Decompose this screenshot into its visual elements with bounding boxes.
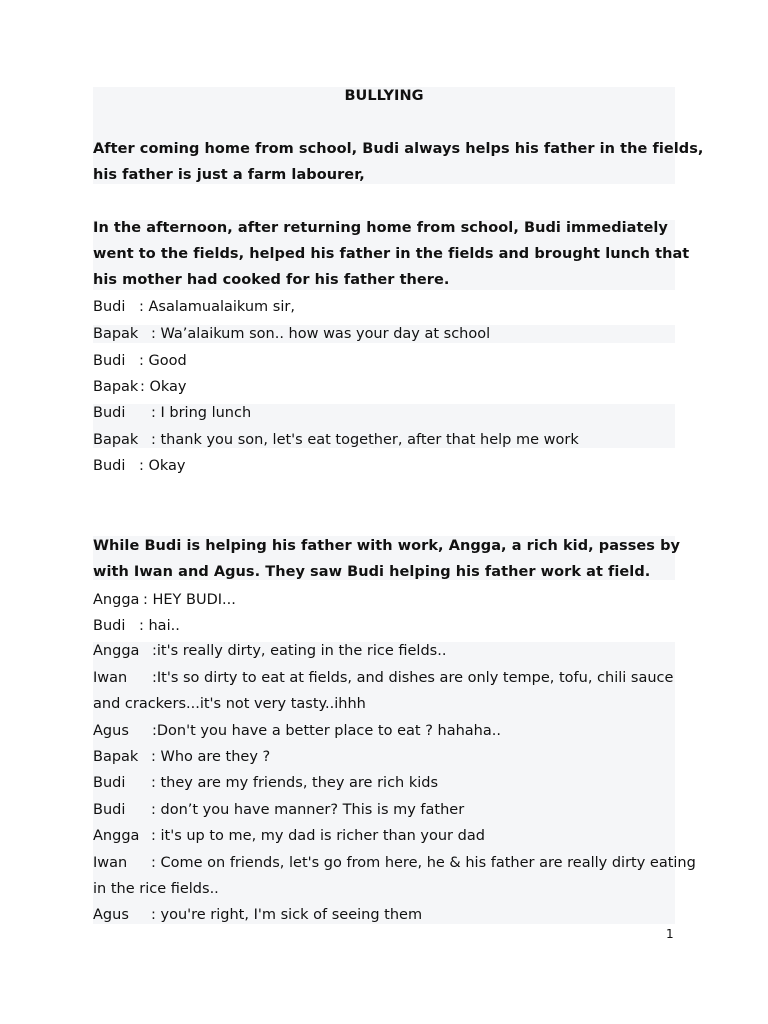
dialogue-text: :Don't you have a better place to eat ? hahaha.. [152, 723, 501, 739]
speaker-name: Budi [93, 405, 126, 421]
speaker-name: Bapak [93, 432, 139, 448]
speaker-name: Budi [93, 618, 126, 634]
dialogue-text: : Wa’alaikum son.. how was your day at school [151, 326, 491, 342]
narration-line: While Budi is helping his father with work, Angga, a rich kid, passes by [93, 538, 680, 554]
dialogue-text: : Come on friends, let's go from here, he & his father are really dirty eating [151, 855, 696, 871]
dialogue-text: :It's so dirty to eat at fields, and dishes are only tempe, tofu, chili sauce [152, 670, 674, 686]
narration-line: In the afternoon, after returning home from school, Budi immediately [93, 220, 668, 236]
dialogue-line [93, 797, 464, 823]
dialogue-line [93, 902, 422, 928]
dialogue-line [93, 453, 186, 479]
dialogue-line [93, 744, 270, 770]
dialogue-line [93, 876, 219, 902]
narration-line: his mother had cooked for his father there. [93, 272, 450, 288]
dialogue-text: : it's up to me, my dad is richer than your dad [151, 828, 485, 844]
dialogue-text: : Who are they ? [151, 749, 271, 765]
document-title: BULLYING [344, 88, 424, 104]
dialogue-line [93, 823, 485, 849]
dialogue-line [93, 587, 236, 613]
dialogue-line [93, 850, 696, 876]
speaker-name: Budi [93, 299, 126, 315]
speaker-name: Budi [93, 775, 126, 791]
dialogue-line [93, 348, 187, 374]
dialogue-text: and crackers...it's not very tasty..ihhh [93, 696, 366, 712]
dialogue-line [93, 427, 579, 453]
narration-line: with Iwan and Agus. They saw Budi helping his father work at field. [93, 564, 651, 580]
dialogue-line [93, 321, 490, 347]
dialogue-text: : Asalamualaikum sir, [139, 299, 295, 315]
dialogue-line [93, 665, 673, 691]
dialogue-line [93, 718, 501, 744]
dialogue-text: : Okay [139, 458, 186, 474]
speaker-name: Iwan [93, 855, 128, 871]
dialogue-text: : thank you son, let's eat together, after that help me work [151, 432, 579, 448]
speaker-name: Iwan [93, 670, 128, 686]
dialogue-line [93, 691, 366, 717]
dialogue-line [93, 638, 446, 664]
dialogue-text: : you're right, I'm sick of seeing them [151, 907, 423, 923]
speaker-name: Agus [93, 723, 129, 739]
dialogue-text: : Okay [140, 379, 187, 395]
speaker-name: Budi [93, 458, 126, 474]
dialogue-text: : HEY BUDI... [143, 592, 236, 608]
narration-line: After coming home from school, Budi always helps his father in the fields, [93, 141, 704, 157]
dialogue-text: : they are my friends, they are rich kids [151, 775, 439, 791]
dialogue-text: : don’t you have manner? This is my father [151, 802, 465, 818]
dialogue-line [93, 770, 438, 796]
dialogue-text: in the rice fields.. [93, 881, 219, 897]
speaker-name: Agus [93, 907, 129, 923]
narration-line: his father is just a farm labourer, [93, 167, 365, 183]
speaker-name: Angga [93, 643, 140, 659]
speaker-name: Budi [93, 353, 126, 369]
dialogue-text: : Good [139, 353, 187, 369]
dialogue-line [93, 294, 295, 320]
speaker-name: Bapak [93, 379, 139, 395]
dialogue-text: : hai.. [139, 618, 180, 634]
dialogue-line [93, 400, 251, 426]
speaker-name: Bapak [93, 749, 139, 765]
page-number: 1 [666, 927, 674, 941]
dialogue-line [93, 613, 180, 639]
speaker-name: Angga [93, 828, 140, 844]
speaker-name: Budi [93, 802, 126, 818]
speaker-name: Angga [93, 592, 140, 608]
narration-line: went to the fields, helped his father in the fields and brought lunch that [93, 246, 690, 262]
dialogue-text: :it's really dirty, eating in the rice fields.. [152, 643, 447, 659]
speaker-name: Bapak [93, 326, 139, 342]
dialogue-line [93, 374, 187, 400]
dialogue-text: : I bring lunch [151, 405, 252, 421]
